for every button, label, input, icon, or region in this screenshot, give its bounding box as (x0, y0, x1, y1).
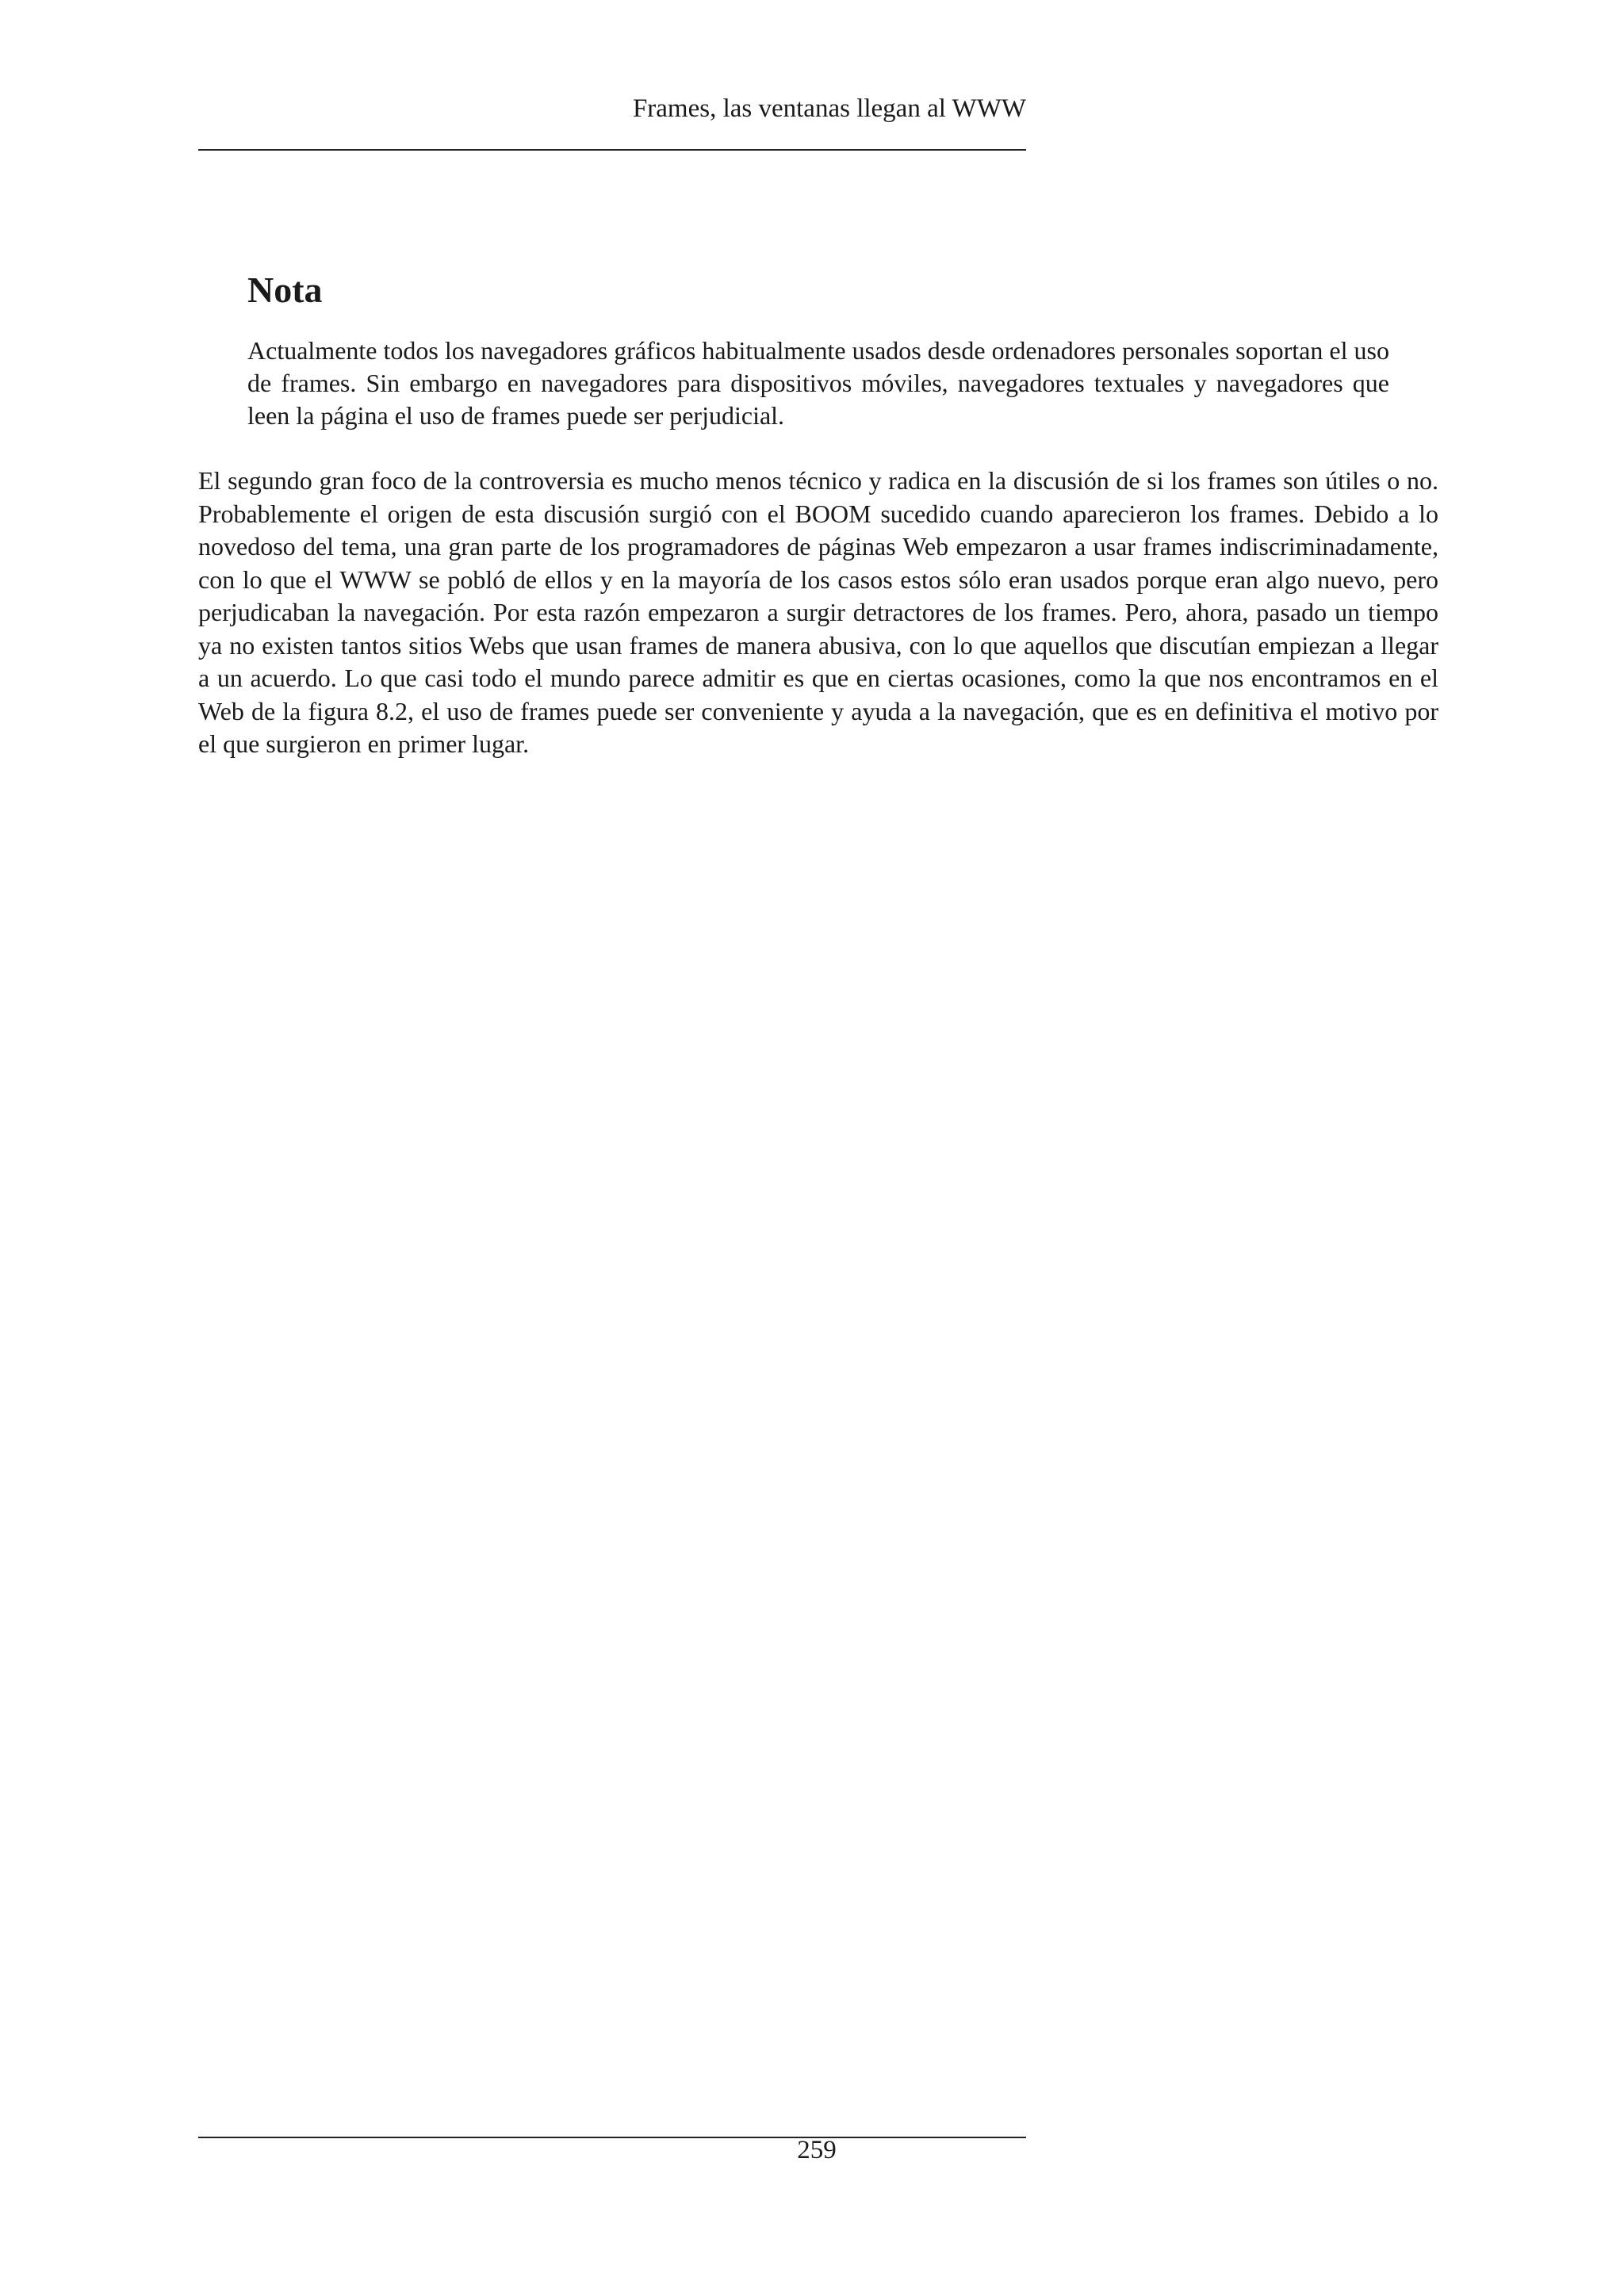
body-paragraph: El segundo gran foco de la controversia es mucho menos técnico y radica en la discusión de si los frames son útiles o no. Probablemente el origen de esta discusión surgió con el BOOM sucedido cuando aparecieron los frames. Debido a lo novedoso del tema, una gran parte de los programadores de páginas Web empezaron a usar frames indiscriminadamente, con lo que el WWW se pobló de ellos y en la mayoría de los casos estos sólo eran usados porque eran algo nuevo, pero perjudicaban la navegación. Por esta razón empezaron a surgir detractores de los frames. Pero, ahora, pasado un tiempo ya no existen tantos sitios Webs que usan frames de manera abusiva, con lo que aquellos que discutían empiezan a llegar a un acuerdo. Lo que casi todo el mundo parece admitir es que en ciertas ocasiones, como la que nos encontramos en el Web de la figura 8.2, el uso de frames puede ser conveniente y ayuda a la navegación, que es en definitiva el motivo por el que surgieron en primer lugar. (198, 466, 1438, 758)
header-rule (198, 149, 1026, 151)
note-title: Nota (247, 270, 323, 310)
page-number: 259 (797, 2136, 837, 2164)
note-admonition (247, 262, 1389, 432)
running-header: Frames, las ventanas llegan al WWW (632, 94, 1026, 123)
note-text: Actualmente todos los navegadores gráficos habitualmente usados desde ordenadores personales soportan el uso de frames. Sin embargo en navegadores para dispositivos móviles, navegadores textuales y navegadores que leen la página el uso de frames puede ser perjudicial. (247, 336, 1389, 430)
footer-rule (198, 2137, 1026, 2138)
